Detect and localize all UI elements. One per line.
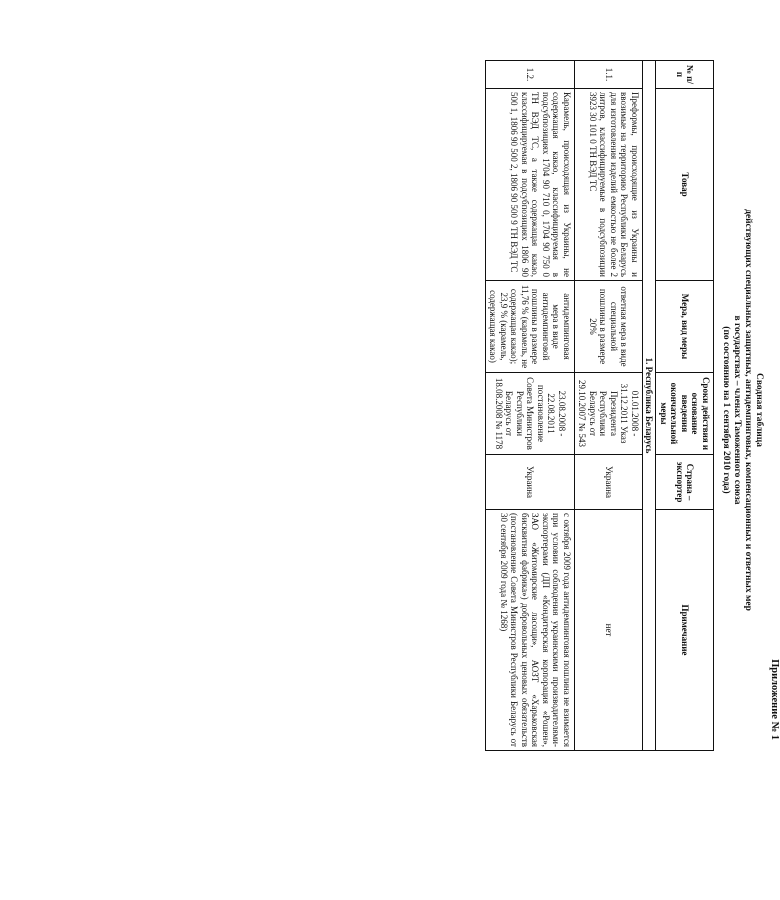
summary-table <box>485 60 714 751</box>
row-measure: ответная мера в виде специальной пошлины в размере 20% <box>575 281 643 373</box>
row-terms: 23.08.2008 - 22.08.2011 постановление Совета Министров Республики Беларусь от 18.08.2008 № 1178 <box>486 373 575 455</box>
col-header-measure: Мера, вид меры <box>656 281 714 373</box>
row-note: нет <box>575 510 643 751</box>
col-header-num: № п/п <box>656 61 714 89</box>
row-product: Карамель, происходящая из Украины, не содержащая какао, классифицируемая в подсубпозициях 1704 90 710 0, 1704 90 750 0 ТН ВЭД ТС, а также содержащая какао, классифицируемая в подсубпозициях 1806 90 500 1, 1806 90 500 2, 1806 90 500 9 ТН ВЭД ТС <box>486 89 575 281</box>
section-row <box>643 61 657 751</box>
row-product: Преформы, происходящие из Украины и ввозимые на территорию Республики Беларусь для изготовления изделий емкостью не более 2 литров, классифицируемые в подсубпозиции 3923 30 101 0 ТН ВЭД ТС <box>575 89 643 281</box>
title-line-4: (по состоянию на 1 сентября 2010 года) <box>721 326 731 494</box>
row-terms: 01.01.2008 - 31.12.2011 Указ Президента Республики Беларусь от 29.10.2007 № 543 <box>575 373 643 455</box>
table-row <box>486 61 575 751</box>
appendix-label: Приложение № 1 <box>769 659 780 740</box>
row-num: 1.1. <box>575 61 643 89</box>
title-line-1: Сводная таблица <box>754 372 764 448</box>
row-num: 1.2. <box>486 61 575 89</box>
row-country: Украина <box>575 455 643 510</box>
title-line-2: действующих специальных защитных, антидемпинговых, компенсационных и ответных мер <box>743 209 753 611</box>
header-row <box>656 61 714 751</box>
table-row <box>575 61 643 751</box>
title-line-3: в государствах – членах Таможенного союза <box>732 315 742 505</box>
col-header-note: Примечание <box>656 510 714 751</box>
row-measure: антидемпинговая мера в виде антидемпинговой пошлины в размере 11,76 % (карамель, не содержащая какао); 23,9 % (карамель, содержащая какао) <box>486 281 575 373</box>
section-title: 1. Республика Беларусь <box>643 61 657 751</box>
row-country: Украина <box>486 455 575 510</box>
rotated-page <box>290 50 780 770</box>
row-note: с октября 2009 года антидемпинговая пошлина не взимается при условии соблюдения украинскими производителями-экспортерами (ДП «Кондитерская корпорация «Рошен», ЗАО «Житомирские ласощи», АОЗТ «Харьковская бисквитная фабрика») добровольных ценовых обязательств (постановление Совета Министров Республики Беларусь от 30 сентября 2009 года № 1268) <box>486 510 575 751</box>
col-header-country: Страна – экспортер <box>656 455 714 510</box>
col-header-product: Товар <box>656 89 714 281</box>
col-header-terms: Сроки действия и основание введения окончательной меры <box>656 373 714 455</box>
